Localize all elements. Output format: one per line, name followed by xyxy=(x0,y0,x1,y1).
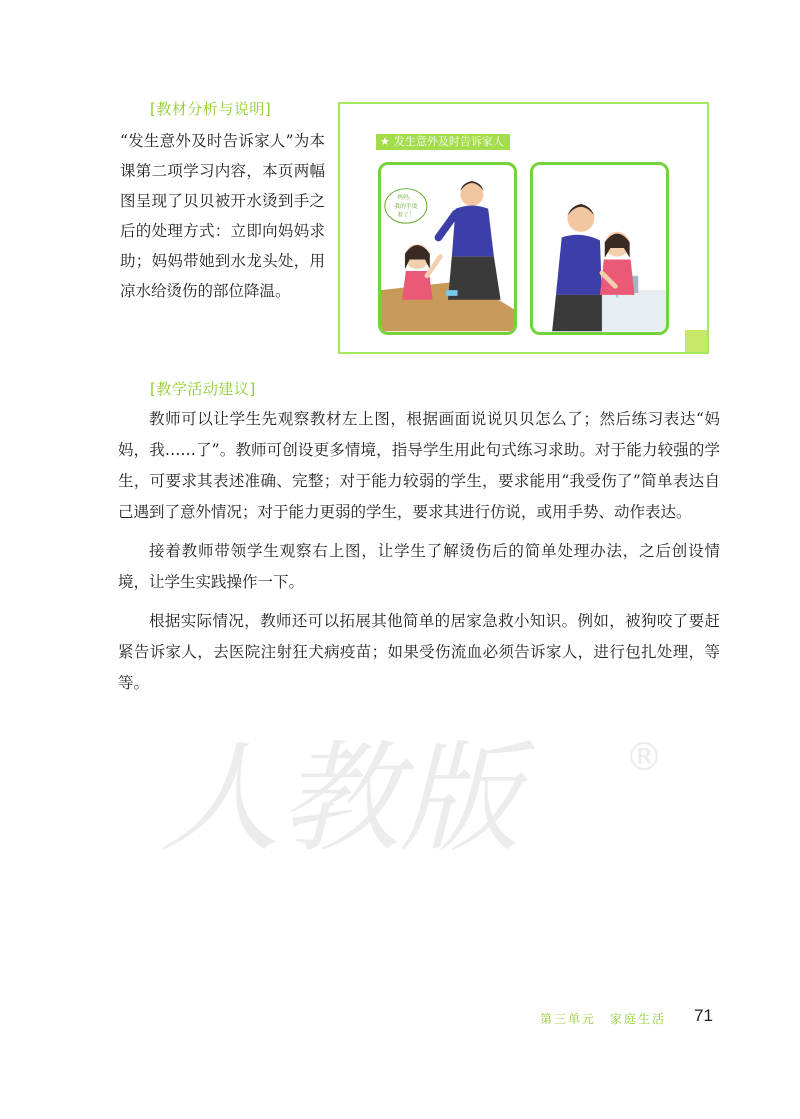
figure-label-text: 发生意外及时告诉家人 xyxy=(393,135,504,148)
activities-heading: [教学活动建议] xyxy=(150,380,256,398)
footer-unit-title: 第三单元 家庭生活 xyxy=(540,1012,667,1026)
figure-label xyxy=(376,134,510,150)
star-icon: ★ xyxy=(380,135,390,148)
activities-paragraph: 根据实际情况，教师还可以拓展其他简单的居家急救小知识。例如，被狗咬了要赶紧告诉家人，去医院注射狂犬病疫苗；如果受伤流血必须告诉家人，进行包扎处理，等等。 xyxy=(118,612,720,692)
watermark-text: 人教版 xyxy=(160,730,520,869)
illustration-panel-left xyxy=(378,162,517,335)
cooling-burn-at-tap-illustration xyxy=(533,165,666,332)
corner-decoration xyxy=(685,330,707,352)
publisher-watermark xyxy=(150,720,670,870)
analysis-heading: [教材分析与说明] xyxy=(150,100,272,118)
registered-mark: ® xyxy=(625,735,663,779)
speech-bubble-line-3: 着了！ xyxy=(397,212,415,219)
activities-paragraph: 接着教师带领学生观察右上图，让学生了解烫伤后的简单处理办法，之后创设情境，让学生实践操作一下。 xyxy=(118,542,720,591)
activities-paragraph: 教师可以让学生先观察教材左上图，根据画面说说贝贝怎么了；然后练习表达“妈妈，我……了”。教师可创设更多情境，指导学生用此句式练习求助。对于能力较强的学生，可要求其表述准确、完整；对于能力较弱的学生，要求能用“我受伤了”简单表达自己遇到了意外情况；对于能力更弱的学生，要求其进行仿说，或用手势、动作表达。 xyxy=(118,410,720,521)
girl-asking-mother-illustration xyxy=(381,165,514,332)
activities-body xyxy=(118,404,720,707)
illustration-frame xyxy=(338,102,709,354)
page-number: 71 xyxy=(694,1006,713,1025)
analysis-paragraph: “发生意外及时告诉家人”为本课第二项学习内容，本页两幅图呈现了贝贝被开水烫到手之后的处理方式：立即向妈妈求助；妈妈带她到水龙头处，用凉水给烫伤的部位降温。 xyxy=(120,132,325,300)
speech-bubble-line-1: 妈妈， xyxy=(397,195,415,202)
illustration-panel-right xyxy=(530,162,669,335)
speech-bubble-line-2: 我的手烫 xyxy=(394,203,418,210)
